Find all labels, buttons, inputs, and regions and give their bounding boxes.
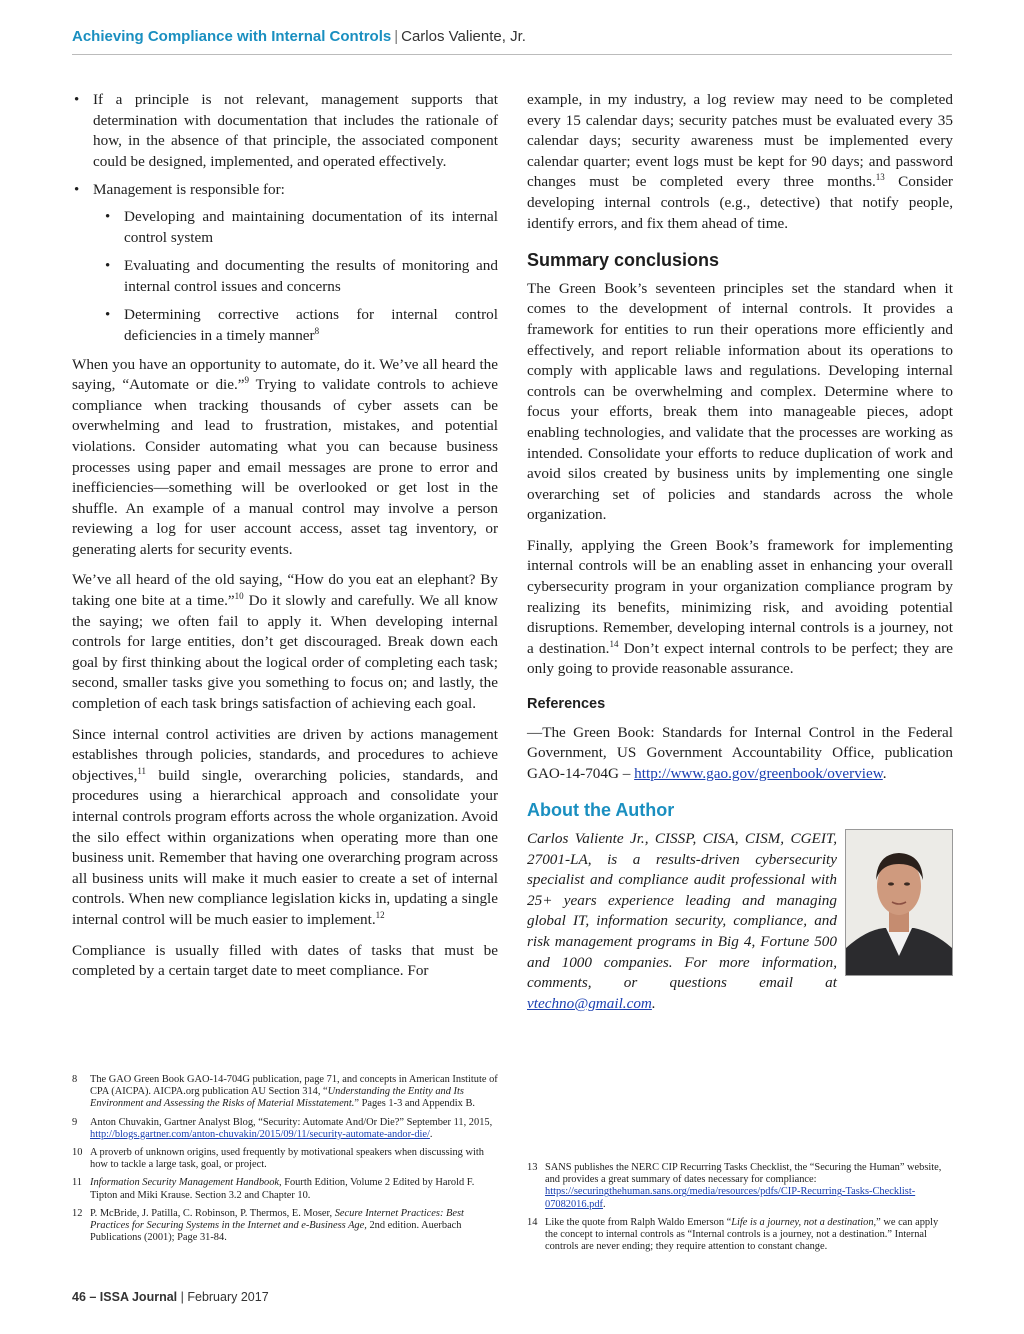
left-column [72,90,498,992]
header-rule [72,54,952,55]
paragraph: Compliance is usually filled with dates of tasks that must be completed by a certain target date to meet compliance. For [72,941,498,980]
header-separator: | [394,28,399,45]
section-heading-summary: Summary conclusions [527,250,720,271]
footnote-ref[interactable]: 11 [137,765,147,776]
footnotes-right [527,1162,953,1259]
bullet-list [72,90,498,347]
author-email-link[interactable]: vtechno@gmail.com [527,994,652,1012]
footer-date: February 2017 [187,1290,269,1304]
footnote: 14 Like the quote from Ralph Waldo Emerson “Life is a journey, not a destination,” we can apply the concept to internal controls as “Internal controls is a journey, not a destination.” Internal controls are never ending; they require attention to constant change. [527,1216,939,1253]
list-item: • If a principle is not relevant, management supports that determination with documentation that includes the rationale of how, in the absence of that principle, the associated component could be designed, implemented, and operated effectively. [93,90,498,172]
footnote-ref[interactable]: 12 [375,909,385,920]
footer-page: 46 – ISSA Journal [72,1290,178,1304]
paragraph: Since internal control activities are driven by actions management establishes through policies, standards, and procedures to achieve objectives,$^{11}$ build single, overarching policies, standards, and procedures using a hierarchical approach and consolidate your internal controls program efforts across the whole organization. Avoid the silo effect within organizations when operating more than one business unit. Remember that having one overarching program across all business units will make it much easier to create a set of internal controls. When new compliance legislation kicks in, updating a single internal control will be much easier to implement.$^{12}$ [72,725,498,928]
reference-entry: —The Green Book: Standards for Internal Control in the Federal Government, US Government Accountability Office, publication GAO-14-704G – http://www.gao.gov/greenbook/overview. [527,723,953,782]
header-author: Carlos Valiente, Jr. [401,28,526,45]
author-portrait-image [846,830,952,975]
gartner-blog-link[interactable]: http://blogs.gartner.com/anton-chuvakin/2015/09/11/security-automate-andor-die/ [90,1128,430,1140]
references-heading: References [527,696,606,713]
author-bio: Carlos Valiente Jr., CISSP, CISA, CISM, CGEIT, 27001-LA, is a results-driven cybersecurity specialist and compliance audit professional with 25+ years experience leading and managing global IT, information security, compliance, and risk management programs in Big 4, Fortune 500 and 1000 companies. For more information, comments, or questions email at vtechno@gmail.com. [527,830,837,1012]
paragraph: example, in my industry, a log review may need to be completed every 15 calendar days; security patches must be evaluated every 35 calendar days; security awareness must be implemented every calendar quarter; event logs must be kept for 90 days; and password changes must be completed every three months.$^{13}$ Consider developing internal controls (e.g., detective) that notify people, identify errors, and fix them ahead of time. [527,91,953,232]
footnote: 8 The GAO Green Book GAO-14-704G publication, page 71, and concepts in American Institute of CPA (AICPA). AICPA.org publication AU Section 314, “Understanding the Entity and Its Environment and Assessing the Risks of Material Misstatement.” Pages 1-3 and Appendix B. [72,1074,498,1110]
list-item: • Evaluating and documenting the results of monitoring and internal control issues and concerns [124,256,498,297]
greenbook-link[interactable]: http://www.gao.gov/greenbook/overview [634,764,883,782]
footnote: 13 SANS publishes the NERC CIP Recurring Tasks Checklist, the “Securing the Human” website, and provides a great summary of dates necessary for compliance: https://securingthehuman.sans.org/media/resources/pdfs/CIP-Recurring-Tasks-Checklist-07082016.pdf. [527,1162,942,1210]
footnote-ref[interactable]: 13 [875,172,885,183]
footnote: 12 P. McBride, J. Patilla, C. Robinson, P. Thermos, E. Moser, Secure Internet Practices: Best Practices for Securing Systems in the Internet and e-Business Age, 2nd edition. Auerbach Publications (2001); Page 31-84. [72,1207,464,1244]
footnote-ref[interactable]: 14 [609,638,619,649]
list-item: • Management is responsible for: • Developing and maintaining documentation of its internal control system • Evaluating and documenting the results of monitoring and internal control issues and concerns • Determining corrective actions for internal control deficiencies in a timely manner$^8$ [93,180,498,346]
header-title: Achieving Compliance with Internal Controls [72,28,392,45]
paragraph: The Green Book’s seventeen principles set the standard when it comes to the development of internal controls. It provides a framework for entities to run their operations more efficiently and effectively, and report reliable information about its operations to comply with applicable laws and regulations. Developing internal controls can be overwhelming and complex. Determine where to focus your efforts, break them into manageable pieces, adopt enabling technologies, and validate that the processes are working as intended. Consolidate your efforts to reduce duplication of work and avoid silos created by business units by implementing one single overarching set of policies and standards across the whole organization. [527,279,953,524]
sub-bullet-list [93,207,498,347]
footnote-ref[interactable]: 9 [244,375,250,386]
footnote: 9 Anton Chuvakin, Gartner Analyst Blog, “Security: Automate And/Or Die?” September 11, 2015, http://blogs.gartner.com/anton-chuvakin/2015/09/11/security-automate-andor-die/. [72,1116,493,1140]
footer-separator: | [180,1290,184,1304]
page-footer [72,1290,269,1304]
footnote-ref[interactable]: 8 [314,325,320,336]
list-item: • Determining corrective actions for internal control deficiencies in a timely manner$^8$ [124,305,498,346]
footnote: 11 Information Security Management Handbook, Fourth Edition, Volume 2 Edited by Harold F. Tipton and Miki Krause. Section 3.2 and Chapter 10. [72,1177,475,1201]
footnotes-left [72,1074,498,1250]
list-item: • Developing and maintaining documentation of its internal control system [124,207,498,248]
footnote: 10 A proverb of unknown origins, used frequently by motivational speakers when discussing with how to tackle a large task, goal, or project. [72,1147,484,1171]
paragraph: When you have an opportunity to automate, do it. We’ve all heard the saying, “Automate or die.”$^9$ Trying to validate controls to achieve compliance when tracking thousands of cyber assets can be overwhelming and lead to frustration, mistakes, and potential violations. Consider automating what you can because business processes using paper and email messages are prone to error and inefficiencies—something will be overlooked or get lost in the shuffle. An example of a manual control may involve a person reviewing a log for user account access, asset tag inventory, or generating alerts for security events. [72,355,498,558]
right-column [527,90,953,1024]
paragraph: Finally, applying the Green Book’s framework for implementing internal controls will be an enabling asset in enhancing your overall cybersecurity program in your organization compliance program by realizing its benefits, minimizing risk, and avoiding potential disruptions. Remember, developing internal controls is a journey, not a destination.$^{14}$ Don’t expect internal controls to be perfect; they are only going to provide reasonable assurance. [527,536,953,678]
paragraph: We’ve all heard of the old saying, “How do you eat an elephant? By taking one bite at a time.”$^{10}$ Do it slowly and carefully. We all know the saying; we often fail to apply it. When developing internal controls for large entities, don’t get discouraged. Break down each goal by first thinking about the logical order of completing each task; second, smaller tasks give you something to focus on; and lastly, the completion of each task brings satisfaction of achieving each goal. [72,571,498,713]
footnote-ref[interactable]: 10 [234,591,244,601]
about-author-heading: About the Author [527,800,675,821]
author-photo [845,829,953,976]
running-header [72,28,526,45]
sans-checklist-link[interactable]: https://securingthehuman.sans.org/media/resources/pdfs/CIP-Recurring-Tasks-Checklist-07082016.pdf [545,1186,916,1210]
